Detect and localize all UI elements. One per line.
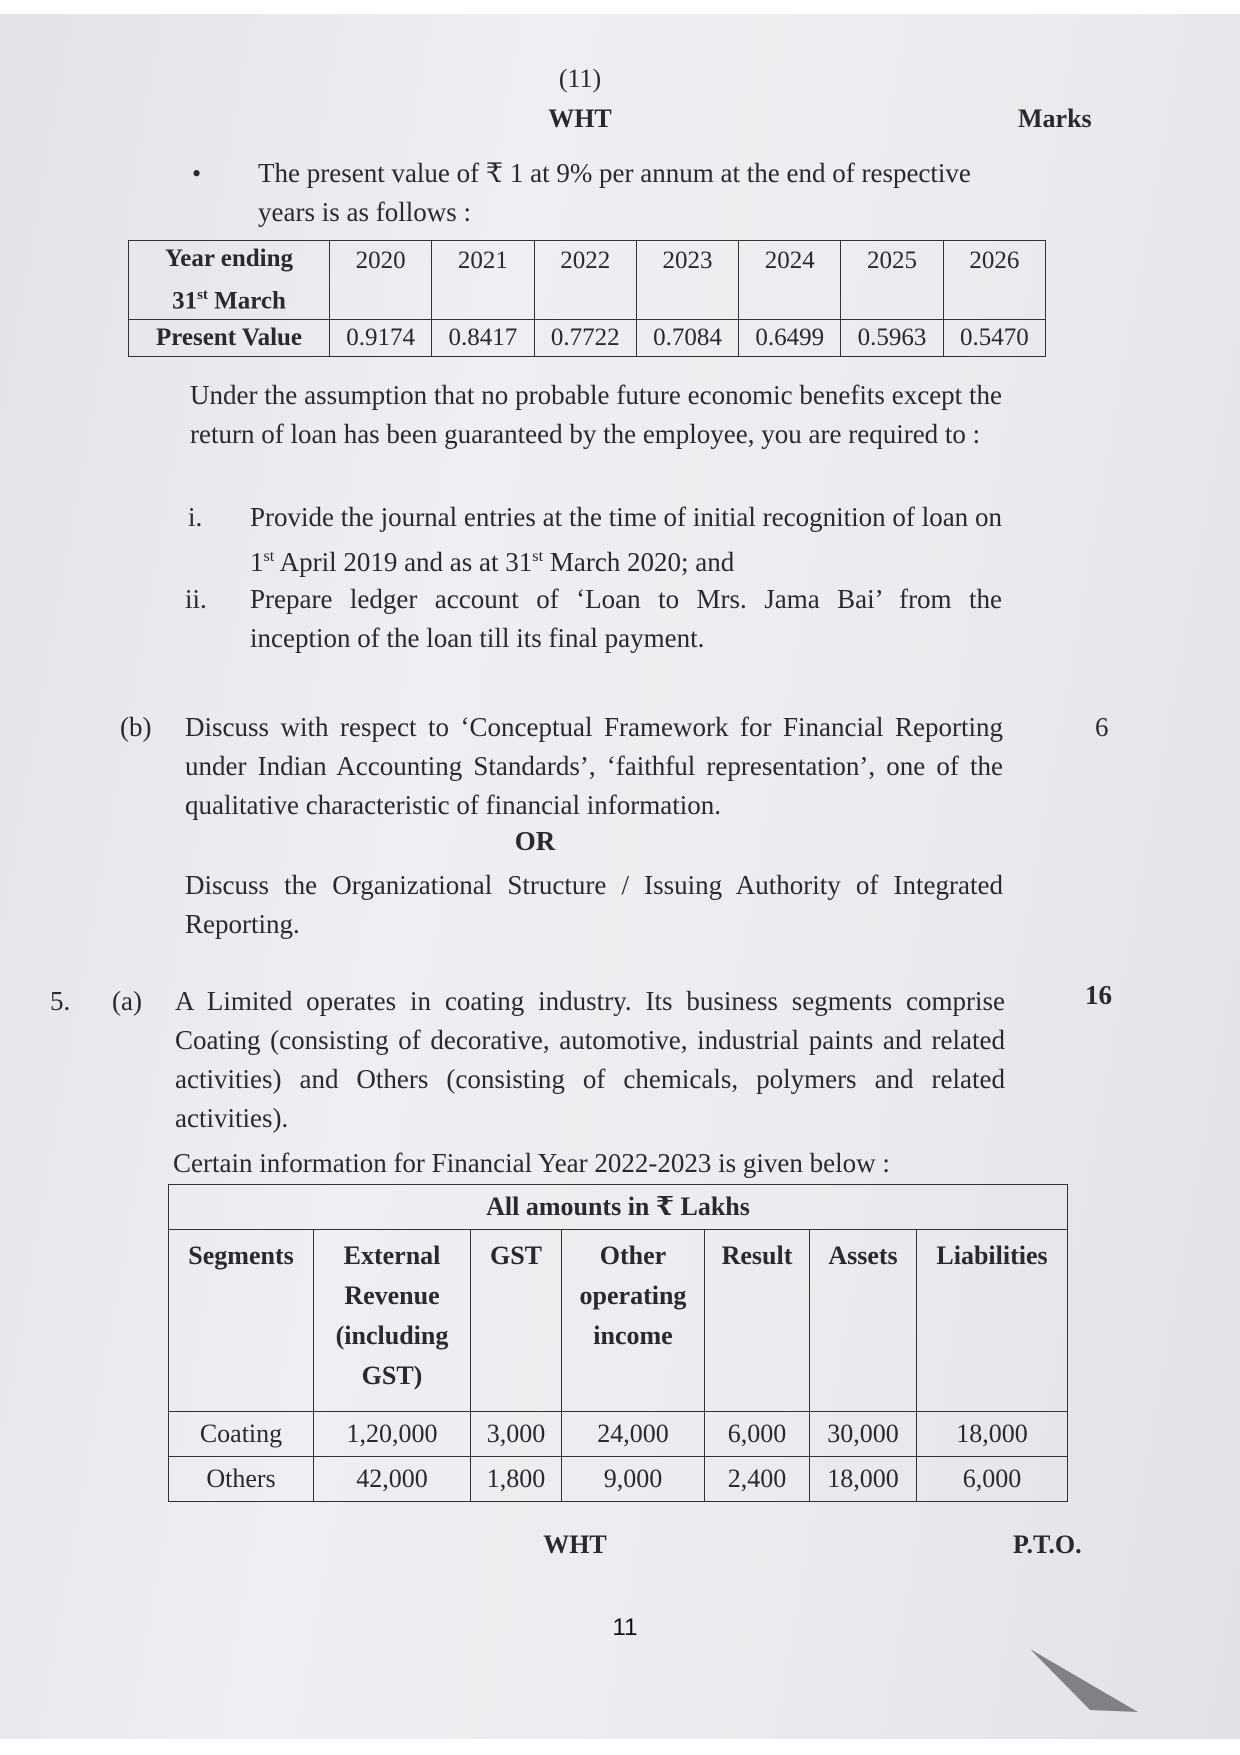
table-cell: 3,000 bbox=[471, 1412, 562, 1457]
part-b-text: Discuss with respect to ‘Conceptual Framework for Financial Reporting under Indian Accounting Standards’, ‘faithful representation’, one of the qualitative characteristic of financial information. bbox=[185, 712, 1003, 820]
table-cell: 1,20,000 bbox=[314, 1412, 471, 1457]
column-header: Liabilities bbox=[917, 1230, 1068, 1412]
table-cell: Others bbox=[169, 1457, 314, 1502]
pv-value: 0.8417 bbox=[432, 320, 534, 357]
footer-code: WHT bbox=[543, 1530, 607, 1559]
bullet-line-2: years is as follows : bbox=[258, 197, 471, 227]
table-cell: 30,000 bbox=[810, 1412, 917, 1457]
pv-value: 0.5470 bbox=[943, 320, 1045, 357]
requirement-number: i. bbox=[188, 502, 203, 532]
pv-value: 0.7722 bbox=[534, 320, 636, 357]
paper-code: WHT bbox=[548, 104, 612, 133]
table-cell: 6,000 bbox=[705, 1412, 810, 1457]
pv-value: 0.9174 bbox=[330, 320, 432, 357]
pv-value: 0.7084 bbox=[636, 320, 738, 357]
segment-table-header-row bbox=[169, 1230, 1068, 1412]
page-crease-mark bbox=[1020, 1634, 1140, 1714]
column-header: Other operating income bbox=[562, 1230, 705, 1412]
table-cell: 18,000 bbox=[810, 1457, 917, 1502]
table-cell: 9,000 bbox=[562, 1457, 705, 1502]
pto-label: P.T.O. bbox=[1013, 1530, 1082, 1559]
req-i-sup-b: st bbox=[532, 547, 544, 565]
question-part-label: (a) bbox=[112, 986, 142, 1016]
page-footer-number: 11 bbox=[612, 1614, 638, 1641]
part-b-label: (b) bbox=[120, 712, 152, 742]
bullet-text bbox=[258, 154, 1028, 232]
table-cell: 42,000 bbox=[314, 1457, 471, 1502]
question-text: A Limited operates in coating industry. Its business segments comprise Coating (consisting of decorative, automotive, industrial paints and related activities) and Others (consisting of chemicals, polymers and related activities). bbox=[175, 986, 1005, 1133]
question-intro: Certain information for Financial Year 2022-2023 is given below : bbox=[173, 1148, 890, 1178]
req-i-text-b: April 2019 and as at 31 bbox=[274, 547, 533, 577]
pv-year: 2026 bbox=[943, 241, 1045, 320]
requirement-number: ii. bbox=[185, 584, 207, 614]
table-row bbox=[169, 1457, 1068, 1502]
pv-year-label-c: March bbox=[207, 287, 286, 315]
part-b-alt-text: Discuss the Organizational Structure / Issuing Authority of Integrated Reporting. bbox=[185, 870, 1003, 939]
column-header: Assets bbox=[810, 1230, 917, 1412]
pv-value-label: Present Value bbox=[129, 320, 330, 357]
pv-year-label bbox=[129, 241, 330, 320]
pv-value: 0.6499 bbox=[739, 320, 841, 357]
pv-year: 2021 bbox=[432, 241, 534, 320]
exam-page bbox=[0, 14, 1240, 1739]
table-cell: 18,000 bbox=[917, 1412, 1068, 1457]
pv-value: 0.5963 bbox=[841, 320, 943, 357]
pv-year: 2020 bbox=[330, 241, 432, 320]
table-cell: Coating bbox=[169, 1412, 314, 1457]
pv-year: 2025 bbox=[841, 241, 943, 320]
column-header: Result bbox=[705, 1230, 810, 1412]
pv-value-row bbox=[129, 320, 1046, 357]
part-b-marks: 6 bbox=[1095, 712, 1109, 742]
bullet-line-1: The present value of ₹ 1 at 9% per annum at the end of respective bbox=[258, 158, 971, 188]
req-i-text-a: Provide the journal entries at the time of initial recognition of loan on 1 bbox=[250, 502, 1002, 577]
assumption-text: Under the assumption that no probable future economic benefits except the return of loan has been guaranteed by the employee, you are required to : bbox=[190, 380, 1002, 449]
table-cell: 6,000 bbox=[917, 1457, 1068, 1502]
page-number: (11) bbox=[558, 64, 602, 93]
table-cell: 1,800 bbox=[471, 1457, 562, 1502]
pv-year: 2023 bbox=[636, 241, 738, 320]
question-marks: 16 bbox=[1085, 980, 1112, 1010]
column-header: Segments bbox=[169, 1230, 314, 1412]
segment-table bbox=[168, 1184, 1068, 1502]
marks-label: Marks bbox=[1018, 104, 1092, 133]
column-header: External Revenue (including GST) bbox=[314, 1230, 471, 1412]
or-separator: OR bbox=[514, 826, 556, 856]
pv-year-row bbox=[129, 241, 1046, 320]
table-row bbox=[169, 1412, 1068, 1457]
segment-table-caption-row bbox=[169, 1185, 1068, 1230]
requirement-text: Prepare ledger account of ‘Loan to Mrs. Jama Bai’ from the inception of the loan till its final payment. bbox=[250, 584, 1002, 653]
req-i-sup-a: st bbox=[263, 547, 275, 565]
pv-year-label-a: Year ending bbox=[164, 245, 294, 272]
table-cell: 2,400 bbox=[705, 1457, 810, 1502]
pv-year-label-sup: st bbox=[197, 287, 208, 303]
req-i-text-c: March 2020; and bbox=[543, 547, 735, 577]
requirement-text bbox=[250, 498, 1002, 582]
pv-year-label-b: 31 bbox=[172, 287, 198, 315]
pv-year: 2024 bbox=[739, 241, 841, 320]
bullet-icon: • bbox=[192, 159, 202, 188]
present-value-table bbox=[128, 240, 1046, 357]
table-cell: 24,000 bbox=[562, 1412, 705, 1457]
column-header: GST bbox=[471, 1230, 562, 1412]
question-number: 5. bbox=[50, 986, 71, 1016]
pv-year: 2022 bbox=[534, 241, 636, 320]
segment-table-caption: All amounts in ₹ Lakhs bbox=[169, 1185, 1068, 1230]
